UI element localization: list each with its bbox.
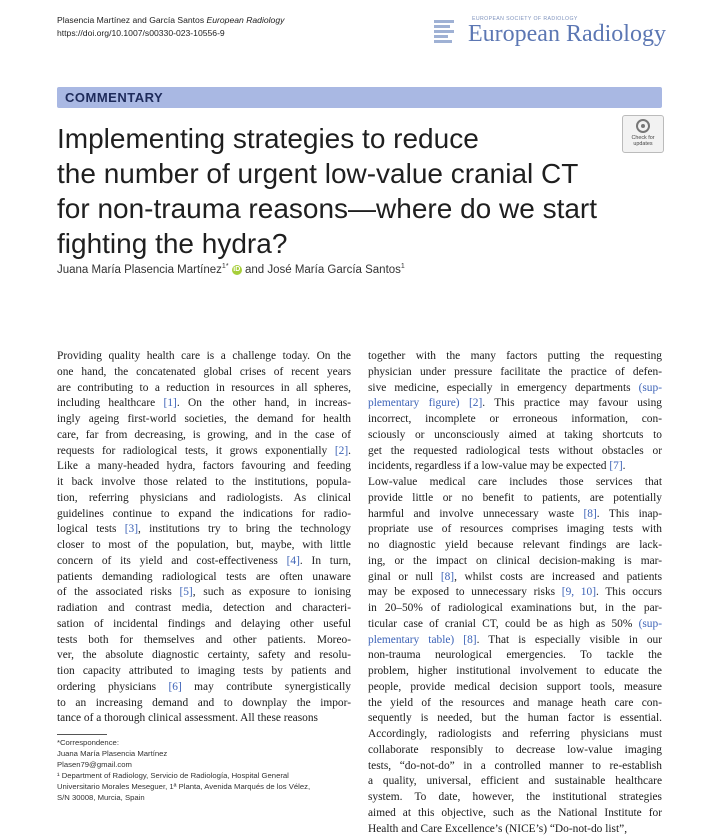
author-joiner: and	[242, 264, 268, 276]
body-text-line: problem, higher institutional involvement to educate the	[368, 664, 662, 680]
body-text-line: tests both for themselves and other patients. Moreo-	[57, 633, 351, 649]
body-text-line: non-trauma neurological emergencies. To tackle the	[368, 648, 662, 664]
body-column-right	[368, 349, 662, 837]
body-text-line: radiation and contrast media, detection and characteri-	[57, 601, 351, 617]
body-text-line: plementary table) [8]. That is especially visible in our	[368, 633, 662, 649]
body-text-line: of the associated risks [5], such as exposure to ionising	[57, 585, 351, 601]
reference-link[interactable]: [8]	[584, 508, 597, 520]
body-text-line: sive medicine, especially in emergency departments (sup-	[368, 381, 662, 397]
reference-link[interactable]: [8]	[441, 571, 454, 583]
body-text-line: ver, the absolute diagnostic certainty, safety and resolu-	[57, 648, 351, 664]
body-text-line: Like a many-headed hydra, factors favouring and feeding	[57, 459, 351, 475]
body-text-line: system. To date, however, the institutional strategies	[368, 790, 662, 806]
running-header	[57, 14, 284, 40]
footnote-divider	[57, 734, 107, 735]
body-text-line: no diagnostic yield because relevant findings are lack-	[368, 538, 662, 554]
author-list	[57, 263, 405, 276]
reference-link[interactable]: [2]	[335, 445, 348, 457]
section-banner	[57, 87, 662, 108]
reference-link[interactable]: plementary table)	[368, 634, 454, 646]
reference-link[interactable]: [5]	[179, 586, 192, 598]
body-text-line: tance of a thorough clinical assessment. All these reasons	[57, 711, 351, 727]
check-for-updates-button[interactable]	[622, 115, 664, 153]
body-text-line: ing, or the impact on clinical decision-making is mar-	[368, 554, 662, 570]
reference-link[interactable]: [3]	[125, 523, 138, 535]
body-text-line: logical tests [3], institutions try to bring the technology	[57, 522, 351, 538]
logo-society: EUROPEAN SOCIETY OF RADIOLOGY	[472, 16, 578, 22]
body-text-line: provide little or no benefit to patients, are potentially	[368, 491, 662, 507]
body-text-line: tion, referring physicians and radiologists. As clinical	[57, 491, 351, 507]
body-text-line: ordering physicians [6] may contribute synergistically	[57, 680, 351, 696]
body-text-line: may be exposed to unnecessary risks [9, 10]. This occurs	[368, 585, 662, 601]
title-line: fighting the hydra?	[57, 226, 617, 261]
section-label: COMMENTARY	[65, 90, 163, 105]
body-text-line: a quality, universal, efficient and sustainable healthcare	[368, 774, 662, 790]
citation-line	[57, 14, 284, 27]
body-text-line: concern of its yield and cost-effectiveness [4]. In turn,	[57, 554, 351, 570]
title-line: for non-trauma reasons—where do we start	[57, 191, 617, 226]
footnote-line: *Correspondence:	[57, 737, 351, 748]
reference-link[interactable]: [8]	[463, 634, 476, 646]
body-text-line: collaborate responsibly to decrease low-value imaging	[368, 743, 662, 759]
body-text-line: including healthcare [1]. On the other hand, in increas-	[57, 396, 351, 412]
reference-link[interactable]: [1]	[164, 397, 177, 409]
reference-link[interactable]: (sup-	[639, 618, 662, 630]
author-name[interactable]: José María García Santos	[267, 264, 401, 276]
body-text-line: tests, “do-not-do” in a controlled manner to re-establish	[368, 759, 662, 775]
body-text-line: physician under pressure facilitate the practice of defen-	[368, 365, 662, 381]
reference-link[interactable]: [9, 10]	[562, 586, 596, 598]
body-text-line: aimed at this objective, such as the National Institute for	[368, 806, 662, 822]
logo-journal-name: European Radiology	[468, 21, 666, 48]
doi-link[interactable]: https://doi.org/10.1007/s00330-023-10556-9	[57, 27, 284, 40]
body-text-line: plementary figure) [2]. This practice may favour using	[368, 396, 662, 412]
reference-link[interactable]: [7]	[609, 460, 622, 472]
body-text-line: incorrect, incomplete or erroneous information, con-	[368, 412, 662, 428]
body-text-line: Health and Care Excellence’s (NICE’s) “Do-not-do list”,	[368, 822, 662, 837]
body-text-line: get the requested radiological tests without obstacles or	[368, 444, 662, 460]
footnote-line: S/N 30008, Murcia, Spain	[57, 792, 351, 803]
body-text-line: in 20–50% of radiological examinations but, in the par-	[368, 601, 662, 617]
author-affiliation-mark: 1*	[222, 263, 229, 270]
footnote-line: Plasen79@gmail.com	[57, 759, 351, 770]
body-text-line: closer to most of the population, but, maybe, with little	[57, 538, 351, 554]
footnotes	[57, 737, 351, 803]
citation-authors: Plasencia Martínez and García Santos	[57, 15, 204, 25]
orcid-icon[interactable]: iD	[232, 265, 242, 275]
body-text-line: propriate use of resources comprises imaging tests with	[368, 522, 662, 538]
body-text-line: ginal or null [8], whilst costs are increased and patients	[368, 570, 662, 586]
update-check-icon	[636, 119, 650, 133]
body-text-line: Low-value medical care includes those services that	[368, 475, 662, 491]
body-text-line: sequently is needed, but the human factor is essential.	[368, 711, 662, 727]
body-text-line: people, provide medical decision support tools, measure	[368, 680, 662, 696]
footnote-line: Juana María Plasencia Martínez	[57, 748, 351, 759]
body-text-line: together with the many factors putting the requesting	[368, 349, 662, 365]
body-text-line: incidents, regardless if a low-value may be expected [7].	[368, 459, 662, 475]
body-text-line: sation of incidental findings and delaying other useful	[57, 617, 351, 633]
author-name[interactable]: Juana María Plasencia Martínez	[57, 264, 222, 276]
title-line: Implementing strategies to reduce	[57, 121, 617, 156]
citation-journal: European Radiology	[207, 15, 285, 25]
body-text-line: are contributing to a reduction in resources in all spheres,	[57, 381, 351, 397]
body-text-line: to an increasing demand and to downplay the impor-	[57, 696, 351, 712]
footnote-line: ¹ Department of Radiology, Servicio de Radiología, Hospital General	[57, 770, 351, 781]
body-text-line: ticular case of cranial CT, could be as high as 50% (sup-	[368, 617, 662, 633]
check-badge-line-2: updates	[623, 141, 663, 147]
body-text-line: sciously or unconsciously aimed at taking shortcuts to	[368, 428, 662, 444]
article-title	[57, 121, 617, 261]
title-line: the number of urgent low-value cranial CT	[57, 156, 617, 191]
reference-link[interactable]: [4]	[287, 555, 300, 567]
body-text-line: guidelines continue to expand the indications for radio-	[57, 507, 351, 523]
body-text-line: one hand, the concatenated global crises of recent years	[57, 365, 351, 381]
logo-mark-icon	[434, 20, 454, 44]
check-badge-line-1: Check for	[623, 135, 663, 141]
footnote-line: Universitario Morales Meseguer, 1ª Planta, Avenida Marqués de los Vélez,	[57, 781, 351, 792]
body-text-line: requests for radiological tests, it grows exponentially [2].	[57, 444, 351, 460]
body-text-line: Accordingly, radiologists and referring physicians must	[368, 727, 662, 743]
body-text-line: ingly ageing first-world societies, the demand for health	[57, 412, 351, 428]
body-text-line: tion capacity attributed to imaging tests by patients and	[57, 664, 351, 680]
body-text-line: harmful and involve unnecessary waste [8]. This inap-	[368, 507, 662, 523]
body-text-line: care, far from decreasing, is growing, and in the case of	[57, 428, 351, 444]
body-text-line: it back involve those related to the institutions, popula-	[57, 475, 351, 491]
reference-link[interactable]: [2]	[469, 397, 482, 409]
body-text-line: patients demanding radiological tests are often unaware	[57, 570, 351, 586]
reference-link[interactable]: plementary figure)	[368, 397, 460, 409]
journal-logo	[434, 16, 664, 50]
reference-link[interactable]: [6]	[168, 681, 181, 693]
body-text-line: the yield of the resources and manage heath care con-	[368, 696, 662, 712]
body-column-left	[57, 349, 351, 727]
author-affiliation-mark: 1	[401, 263, 405, 270]
body-text-line: Providing quality health care is a challenge today. On the	[57, 349, 351, 365]
reference-link[interactable]: (sup-	[639, 382, 662, 394]
